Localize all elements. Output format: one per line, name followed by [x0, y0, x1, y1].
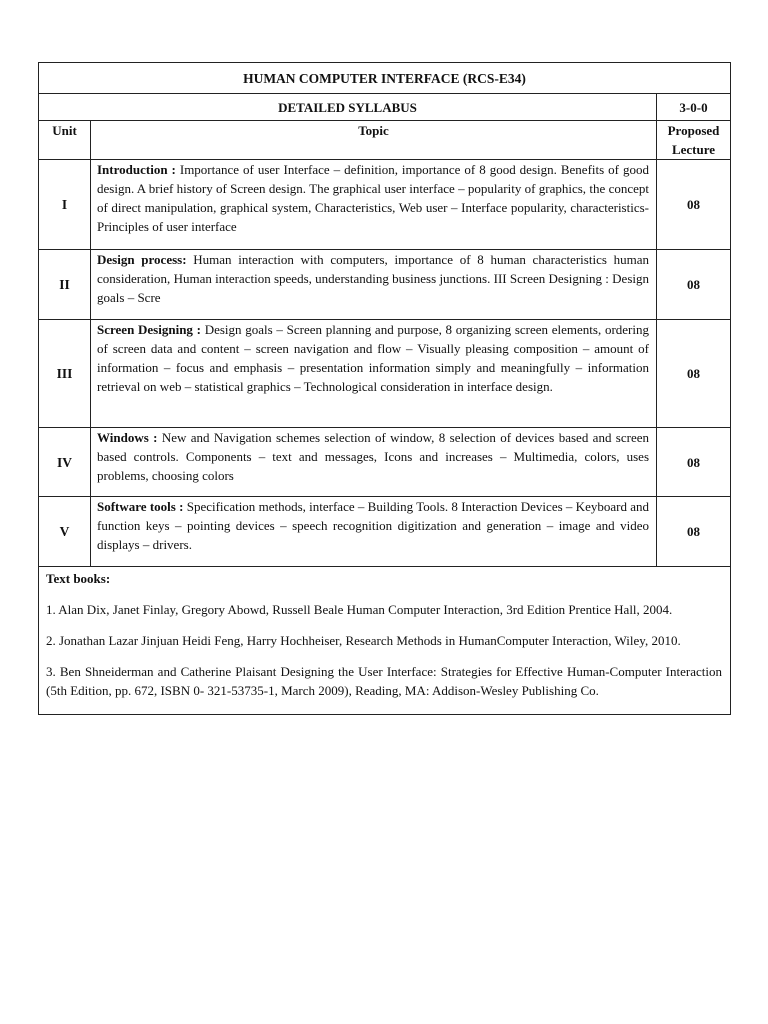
text-book-item: 2. Jonathan Lazar Jinjuan Heidi Feng, Harry Hochheiser, Research Methods in HumanComputer Interaction, Wiley, 2010.	[46, 633, 681, 648]
topic-heading: Introduction :	[97, 162, 176, 177]
table-row	[39, 160, 731, 250]
topic-text: Importance of user Interface – definition, importance of 8 good design. Benefits of good design. A brief history of Screen design. The graphical user interface – popularity of graphics, the concept of direct manipulation, graphical system, Characteristics, Web user – Interface popularity, characteristics- Principles of user interface	[97, 162, 649, 234]
lecture-count: 08	[657, 320, 731, 428]
topic-heading: Design process:	[97, 252, 187, 267]
course-title: HUMAN COMPUTER INTERFACE (RCS-E34)	[39, 63, 731, 94]
lecture-column-header: Proposed Lecture	[657, 121, 731, 160]
text-book-item: 1. Alan Dix, Janet Finlay, Gregory Abowd, Russell Beale Human Computer Interaction, 3rd Edition Prentice Hall, 2004.	[46, 602, 673, 617]
unit-number: V	[39, 497, 91, 567]
topic-cell	[91, 320, 657, 428]
topic-text: Human interaction with computers, importance of 8 human characteristics human consideration, Human interaction speeds, understanding business junctions. III Screen Designing : Design goals – Scre	[97, 252, 649, 305]
topic-text: Specification methods, interface – Building Tools. 8 Interaction Devices – Keyboard and function keys – pointing devices – speech recognition digitization and generation – image and video displays – drivers.	[97, 499, 649, 552]
unit-number: I	[39, 160, 91, 250]
table-row	[39, 250, 731, 320]
topic-cell	[91, 250, 657, 320]
syllabus-heading: DETAILED SYLLABUS	[39, 94, 657, 121]
lecture-count: 08	[657, 250, 731, 320]
topic-heading: Screen Designing :	[97, 322, 201, 337]
title-row	[39, 63, 731, 94]
unit-number: IV	[39, 428, 91, 497]
unit-column-header: Unit	[39, 121, 91, 160]
topic-column-header: Topic	[91, 121, 657, 160]
column-header-row	[39, 121, 731, 160]
syllabus-table	[38, 62, 731, 715]
topic-cell	[91, 497, 657, 567]
lecture-count: 08	[657, 428, 731, 497]
text-book-item: 3. Ben Shneiderman and Catherine Plaisant Designing the User Interface: Strategies for Effective Human-Computer Interaction (5th Edition, pp. 672, ISBN 0- 321-53735-1, March 2009), Reading, MA: Addison-Wesley Publishing Co.	[46, 664, 722, 698]
text-books-section	[39, 567, 731, 715]
unit-number: II	[39, 250, 91, 320]
topic-cell	[91, 160, 657, 250]
topic-heading: Windows :	[97, 430, 158, 445]
topic-cell	[91, 428, 657, 497]
unit-number: III	[39, 320, 91, 428]
text-books-row	[39, 567, 731, 715]
topic-text: New and Navigation schemes selection of window, 8 selection of devices based and screen based controls. Components – text and messages, Icons and increases – Multimedia, colors, uses problems, choosing colors	[97, 430, 650, 483]
topic-heading: Software tools :	[97, 499, 184, 514]
lecture-count: 08	[657, 160, 731, 250]
table-row	[39, 320, 731, 428]
table-row	[39, 428, 731, 497]
lecture-count: 08	[657, 497, 731, 567]
topic-text: Design goals – Screen planning and purpose, 8 organizing screen elements, ordering of screen data and content – screen navigation and flow – Visually pleasing composition – amount of information – focus and emphasis – presentation information simply and meaningfully – information retrieval on web – statistical graphics – Technological consideration in interface design.	[97, 322, 649, 394]
table-row	[39, 497, 731, 567]
credits: 3-0-0	[657, 94, 731, 121]
syllabus-heading-row	[39, 94, 731, 121]
text-books-heading: Text books:	[46, 571, 111, 586]
